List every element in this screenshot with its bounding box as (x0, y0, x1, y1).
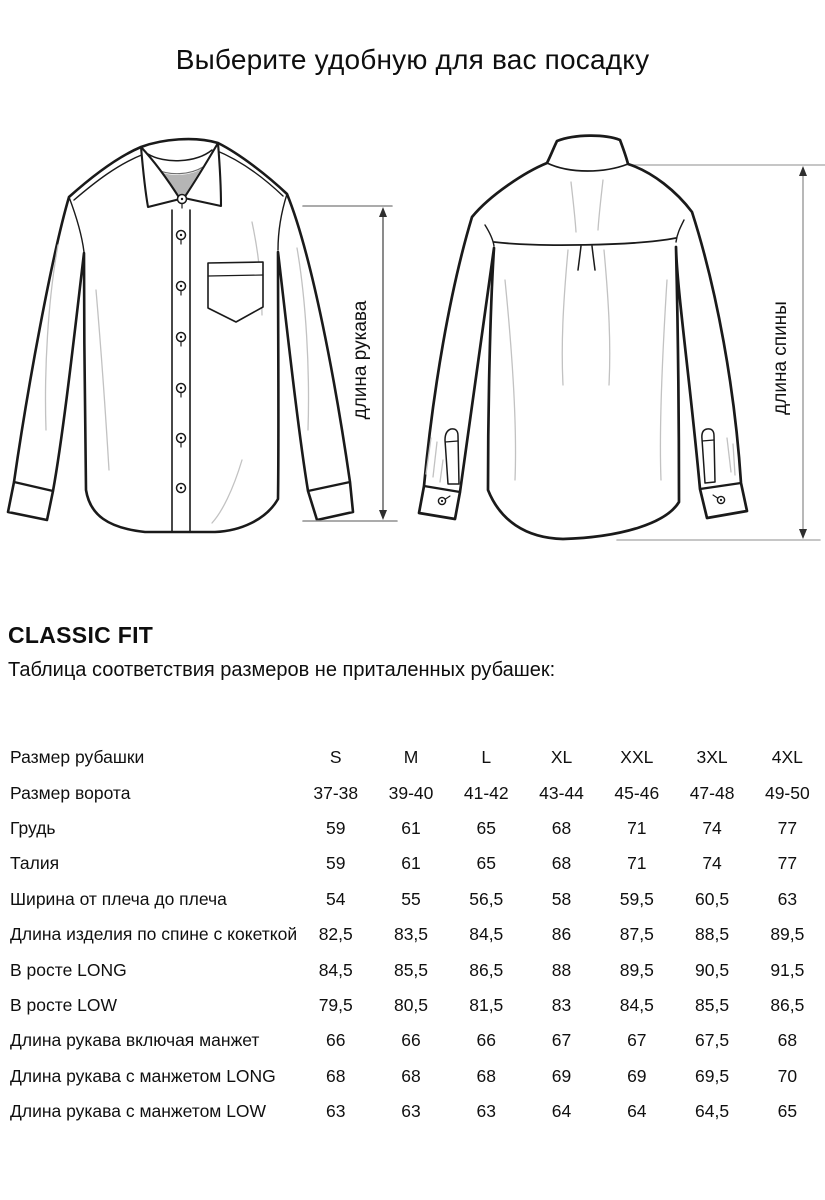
page-title: Выберите удобную для вас посадку (175, 44, 650, 75)
table-row (6, 988, 825, 1023)
size-value: 89,5 (770, 924, 805, 945)
section-description: Таблица соответствия размеров не приталенных рубашек: (8, 659, 556, 681)
size-value: 77 (777, 853, 798, 874)
size-value: 41-42 (463, 782, 509, 803)
size-value: 88,5 (695, 924, 730, 945)
size-value: 61 (401, 853, 421, 874)
size-value: 68 (777, 1030, 798, 1051)
size-value: 87,5 (619, 924, 654, 945)
size-value: 55 (401, 888, 421, 909)
size-value: 81,5 (469, 994, 504, 1015)
table-row (6, 882, 825, 917)
size-value: 63 (476, 1101, 496, 1122)
size-value: 63 (326, 1101, 346, 1122)
table-row (6, 1059, 825, 1094)
row-label: Размер ворота (10, 782, 131, 803)
table-row (6, 740, 825, 775)
size-value: 77 (777, 817, 798, 838)
back-length-dimension (799, 166, 807, 539)
size-value: 85,5 (695, 994, 730, 1015)
size-value: 63 (777, 888, 798, 909)
size-value: 49-50 (764, 782, 810, 803)
size-value: 84,5 (318, 959, 353, 980)
table-row (6, 1094, 825, 1129)
size-value: 66 (476, 1030, 496, 1051)
arrow-up-icon (379, 207, 387, 217)
back-length-label: длина спины (770, 301, 791, 415)
row-label: В росте LOW (10, 994, 118, 1015)
section-heading: CLASSIC FIT (8, 622, 154, 648)
size-value: M (403, 747, 419, 768)
row-label: Талия (10, 853, 60, 874)
size-table (6, 740, 825, 1129)
size-value: 65 (476, 817, 496, 838)
table-row (6, 1023, 825, 1058)
size-value: 83 (551, 994, 572, 1015)
size-value: 47-48 (689, 782, 735, 803)
size-value: 58 (551, 888, 572, 909)
size-value: 80,5 (393, 994, 429, 1015)
size-value: S (329, 747, 342, 768)
size-value: 68 (476, 1065, 496, 1086)
size-value: 74 (702, 817, 722, 838)
size-value: 88 (551, 959, 572, 980)
size-value: 90,5 (695, 959, 730, 980)
size-value: 3XL (696, 747, 728, 768)
table-row (6, 952, 825, 987)
row-label: Грудь (10, 817, 56, 838)
size-value: 79,5 (318, 994, 353, 1015)
size-value: 66 (401, 1030, 421, 1051)
size-value: 68 (551, 853, 572, 874)
row-label: Длина рукава с манжетом LONG (10, 1065, 276, 1086)
arrow-up-icon (799, 166, 807, 176)
row-label: Размер рубашки (10, 747, 145, 768)
size-value: 69,5 (695, 1065, 730, 1086)
shirt-back-outline (419, 136, 747, 539)
size-value: 84,5 (469, 924, 504, 945)
size-value: 59,5 (619, 888, 654, 909)
row-label: Ширина от плеча до плеча (10, 888, 227, 909)
size-value: 37-38 (313, 782, 359, 803)
size-value: 74 (702, 853, 722, 874)
shirt-front-drawing (0, 130, 400, 590)
size-value: 60,5 (695, 888, 730, 909)
table-row (6, 775, 825, 810)
size-value: 71 (627, 853, 647, 874)
row-label: Длина изделия по спине с кокеткой (10, 924, 298, 945)
size-value: 64,5 (695, 1101, 730, 1122)
size-value: XXL (620, 747, 654, 768)
size-value: 63 (401, 1101, 421, 1122)
size-value: 69 (627, 1065, 647, 1086)
size-value: 67 (627, 1030, 647, 1051)
size-value: 86,5 (770, 994, 805, 1015)
size-value: 64 (551, 1101, 572, 1122)
size-value: 54 (326, 888, 346, 909)
size-value: 82,5 (318, 924, 353, 945)
size-value: 64 (627, 1101, 647, 1122)
size-value: 45-46 (614, 782, 660, 803)
shirt-back-drawing (405, 130, 825, 600)
size-value: 56,5 (469, 888, 504, 909)
size-value: 66 (326, 1030, 346, 1051)
size-value: 71 (627, 817, 647, 838)
size-value: 61 (401, 817, 421, 838)
size-value: 67 (551, 1030, 572, 1051)
row-label: Длина рукава включая манжет (10, 1030, 260, 1051)
size-value: 65 (476, 853, 496, 874)
size-value: 4XL (771, 747, 803, 768)
size-value: L (481, 747, 492, 768)
size-value: 43-44 (539, 782, 584, 803)
size-value: 68 (326, 1065, 346, 1086)
table-row (6, 846, 825, 881)
size-value: 84,5 (619, 994, 654, 1015)
arrow-down-icon (379, 510, 387, 520)
size-value: 69 (551, 1065, 572, 1086)
size-value: 85,5 (393, 959, 429, 980)
size-table-body (6, 740, 825, 1129)
row-label: В росте LONG (10, 959, 127, 980)
size-value: 89,5 (619, 959, 654, 980)
sleeve-length-label: длина рукава (350, 300, 371, 420)
size-value: 83,5 (393, 924, 429, 945)
table-row (6, 811, 825, 846)
size-value: 67,5 (695, 1030, 730, 1051)
size-value: 68 (551, 817, 572, 838)
table-row (6, 917, 825, 952)
size-value: XL (550, 747, 573, 768)
size-value: 91,5 (770, 959, 805, 980)
size-value: 68 (401, 1065, 421, 1086)
size-value: 70 (777, 1065, 798, 1086)
arrow-down-icon (799, 529, 807, 539)
size-value: 59 (326, 817, 346, 838)
size-value: 86 (551, 924, 572, 945)
size-value: 65 (777, 1101, 798, 1122)
size-value: 39-40 (388, 782, 434, 803)
size-value: 59 (326, 853, 346, 874)
row-label: Длина рукава с манжетом LOW (10, 1101, 267, 1122)
size-value: 86,5 (469, 959, 504, 980)
